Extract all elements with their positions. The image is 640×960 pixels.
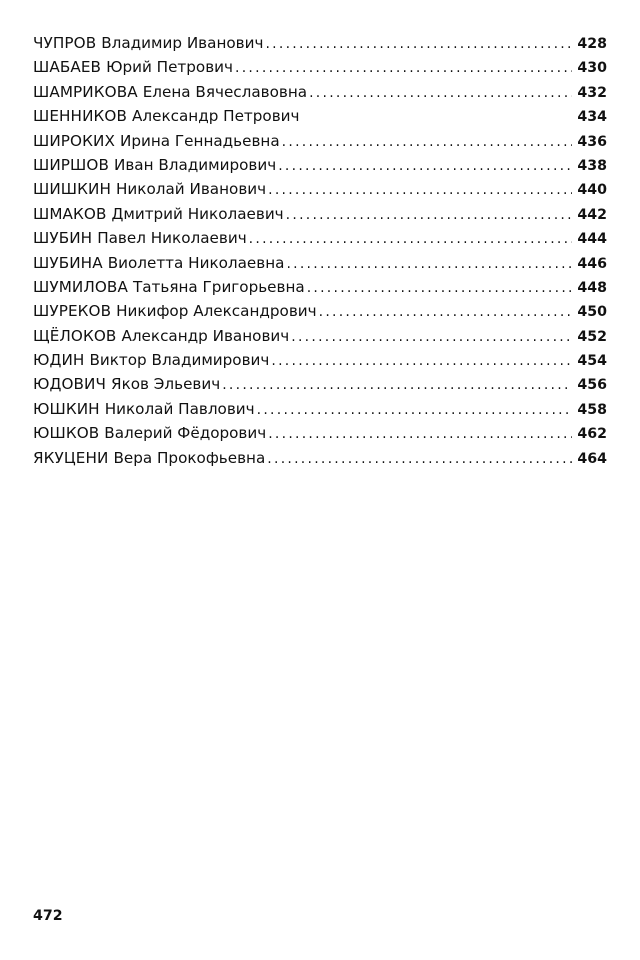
entry-given-names: Иван Владимирович xyxy=(113,155,277,174)
entry-given-names: Павел Николаевич xyxy=(97,229,247,248)
toc-entry xyxy=(33,104,607,128)
toc-entry xyxy=(33,348,607,372)
dot-leader xyxy=(309,81,572,105)
entry-name xyxy=(33,446,265,470)
dot-leader xyxy=(307,276,573,300)
entry-given-names: Яков Эльевич xyxy=(111,375,221,394)
toc-entry xyxy=(33,251,607,275)
entry-name xyxy=(33,129,280,153)
entry-name xyxy=(33,226,247,250)
entry-page-number: 450 xyxy=(577,304,607,321)
entry-page-number: 436 xyxy=(577,133,607,150)
toc-entry xyxy=(33,372,607,396)
entry-name xyxy=(33,372,220,396)
toc-entry xyxy=(33,397,607,421)
entry-given-names: Вера Прокофьевна xyxy=(113,448,266,467)
dot-leader xyxy=(286,252,572,276)
entry-given-names: Татьяна Григорьевна xyxy=(132,277,305,296)
entry-name xyxy=(33,421,266,445)
toc-entry xyxy=(33,55,607,79)
entry-page-number: 454 xyxy=(577,353,607,370)
entry-surname: ШИРШОВ xyxy=(33,155,109,174)
entry-name xyxy=(33,31,263,55)
entry-given-names: Виолетта Николаевна xyxy=(107,253,285,272)
entry-page-number: 428 xyxy=(577,36,607,52)
dot-leader xyxy=(265,32,572,56)
entry-page-number: 432 xyxy=(577,84,607,101)
entry-surname: ШУБИН xyxy=(33,229,93,248)
entry-name xyxy=(33,324,289,348)
toc-entry xyxy=(33,446,607,470)
toc-entry xyxy=(33,177,607,201)
entry-name xyxy=(33,275,305,299)
entry-given-names: Никифор Александрович xyxy=(116,302,317,321)
dot-leader xyxy=(278,154,572,178)
toc-entry xyxy=(33,275,607,299)
entry-page-number: 446 xyxy=(577,255,607,272)
toc-entry-list xyxy=(33,31,607,470)
entry-page-number: 442 xyxy=(577,206,607,223)
entry-surname: ШАМРИКОВА xyxy=(33,82,138,101)
entry-name xyxy=(33,202,284,226)
entry-name xyxy=(33,80,307,104)
entry-surname: ШАБАЕВ xyxy=(33,58,102,77)
toc-entry xyxy=(33,324,607,348)
entry-name xyxy=(33,251,284,275)
entry-page-number: 464 xyxy=(577,450,607,467)
entry-given-names: Дмитрий Николаевич xyxy=(111,204,284,223)
entry-surname: ЮДОВИЧ xyxy=(33,375,107,394)
entry-given-names: Николай Иванович xyxy=(116,180,267,199)
entry-given-names: Александр Петрович xyxy=(132,107,300,126)
dot-leader xyxy=(268,178,572,202)
dot-leader xyxy=(268,422,572,446)
entry-name xyxy=(33,348,269,372)
toc-entry xyxy=(33,31,607,55)
entry-surname: ЮШКОВ xyxy=(33,424,100,443)
entry-surname: ЮДИН xyxy=(33,351,85,370)
dot-leader xyxy=(286,203,573,227)
entry-surname: ШУРЕКОВ xyxy=(33,302,112,321)
dot-leader xyxy=(271,349,572,373)
toc-entry xyxy=(33,421,607,445)
entry-page-number: 438 xyxy=(577,157,607,174)
toc-entry xyxy=(33,226,607,250)
entry-page-number: 444 xyxy=(577,231,607,248)
entry-given-names: Николай Павлович xyxy=(104,399,255,418)
entry-given-names: Александр Иванович xyxy=(121,326,290,345)
entry-given-names: Елена Вячеславовна xyxy=(142,82,308,101)
entry-surname: ШИРОКИХ xyxy=(33,131,115,150)
toc-entry xyxy=(33,299,607,323)
entry-given-names: Валерий Фёдорович xyxy=(104,424,267,443)
entry-surname: ЮШКИН xyxy=(33,399,100,418)
entry-name xyxy=(33,104,300,128)
entry-surname: ШМАКОВ xyxy=(33,204,107,223)
entry-surname: ШУМИЛОВА xyxy=(33,277,128,296)
entry-given-names: Ирина Геннадьевна xyxy=(119,131,280,150)
entry-name xyxy=(33,299,317,323)
dot-leader xyxy=(267,447,572,471)
table-of-contents xyxy=(33,31,607,470)
entry-given-names: Владимир Иванович xyxy=(101,34,264,52)
toc-entry xyxy=(33,129,607,153)
entry-name xyxy=(33,397,255,421)
entry-given-names: Виктор Владимирович xyxy=(89,351,270,370)
entry-page-number: 452 xyxy=(577,328,607,345)
entry-page-number: 430 xyxy=(577,60,607,77)
entry-surname: ШЕННИКОВ xyxy=(33,107,127,126)
toc-entry xyxy=(33,80,607,104)
entry-surname: ЧУПРОВ xyxy=(33,34,97,52)
page-number: 472 xyxy=(33,908,63,924)
entry-surname: ЯКУЦЕНИ xyxy=(33,448,109,467)
entry-given-names: Юрий Петрович xyxy=(106,58,234,77)
entry-page-number: 440 xyxy=(577,182,607,199)
toc-entry xyxy=(33,153,607,177)
entry-surname: ШУБИНА xyxy=(33,253,103,272)
dot-leader xyxy=(235,56,572,80)
toc-entry xyxy=(33,202,607,226)
dot-leader xyxy=(282,130,573,154)
entry-surname: ЩЁЛОКОВ xyxy=(33,326,117,345)
dot-leader xyxy=(319,300,573,324)
entry-page-number: 462 xyxy=(577,426,607,443)
entry-page-number: 434 xyxy=(577,109,607,126)
dot-leader xyxy=(257,398,573,422)
dot-leader xyxy=(291,325,572,349)
entry-name xyxy=(33,177,266,201)
entry-name xyxy=(33,153,276,177)
dot-leader xyxy=(222,373,572,397)
entry-name xyxy=(33,55,233,79)
entry-page-number: 448 xyxy=(577,279,607,296)
dot-leader xyxy=(249,227,573,251)
entry-page-number: 458 xyxy=(577,401,607,418)
entry-page-number: 456 xyxy=(577,377,607,394)
entry-surname: ШИШКИН xyxy=(33,180,112,199)
